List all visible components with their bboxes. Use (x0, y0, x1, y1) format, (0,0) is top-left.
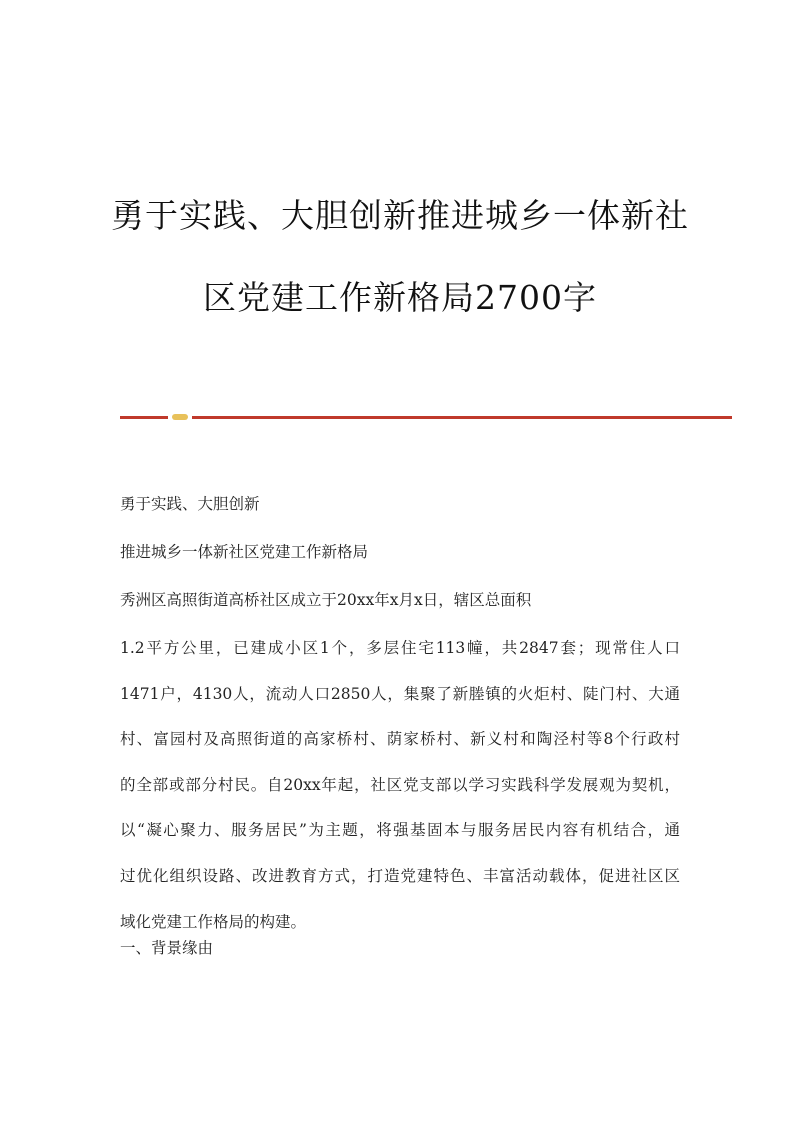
body-paragraph (120, 638, 680, 957)
body-line: 的全部或部分村民。自20xx年起，社区党支部以学习实践科学发展观为契机， (120, 775, 680, 794)
divider-ornament-icon (172, 414, 188, 420)
document-title-line-1: 勇于实践、大胆创新推进城乡一体新社 (111, 196, 689, 235)
body-line: 以“凝心聚力、服务居民”为主题，将强基固本与服务居民内容有机结合，通 (120, 821, 680, 840)
title-divider (120, 413, 732, 421)
document-title-line-2: 区党建工作新格局2700字 (203, 278, 597, 317)
body-line: 1.2平方公里，已建成小区1个，多层住宅113幢，共2847套；现常住人口 (120, 639, 680, 657)
body-line: 村、富园村及高照街道的高家桥村、荫家桥村、新义村和陶泾村等8个行政村 (120, 730, 680, 749)
divider-rule-left (120, 416, 168, 419)
section-heading: 一、背景缘由 (120, 939, 214, 957)
body-line: 过优化组织设路、改进教育方式，打造党建特色、丰富活动载体，促进社区区 (120, 866, 680, 885)
divider-rule-right (192, 416, 732, 419)
subtitle-line-1: 勇于实践、大胆创新 (120, 495, 260, 513)
subtitle-line-2: 推进城乡一体新社区党建工作新格局 (120, 543, 369, 561)
intro-line: 秀洲区高照街道高桥社区成立于20xx年x月x日，辖区总面积 (120, 591, 532, 609)
body-line: 域化党建工作格局的构建。 (120, 912, 307, 931)
body-line: 1471户，4130人，流动人口2850人，集聚了新塍镇的火炬村、陡门村、大通 (120, 684, 680, 703)
